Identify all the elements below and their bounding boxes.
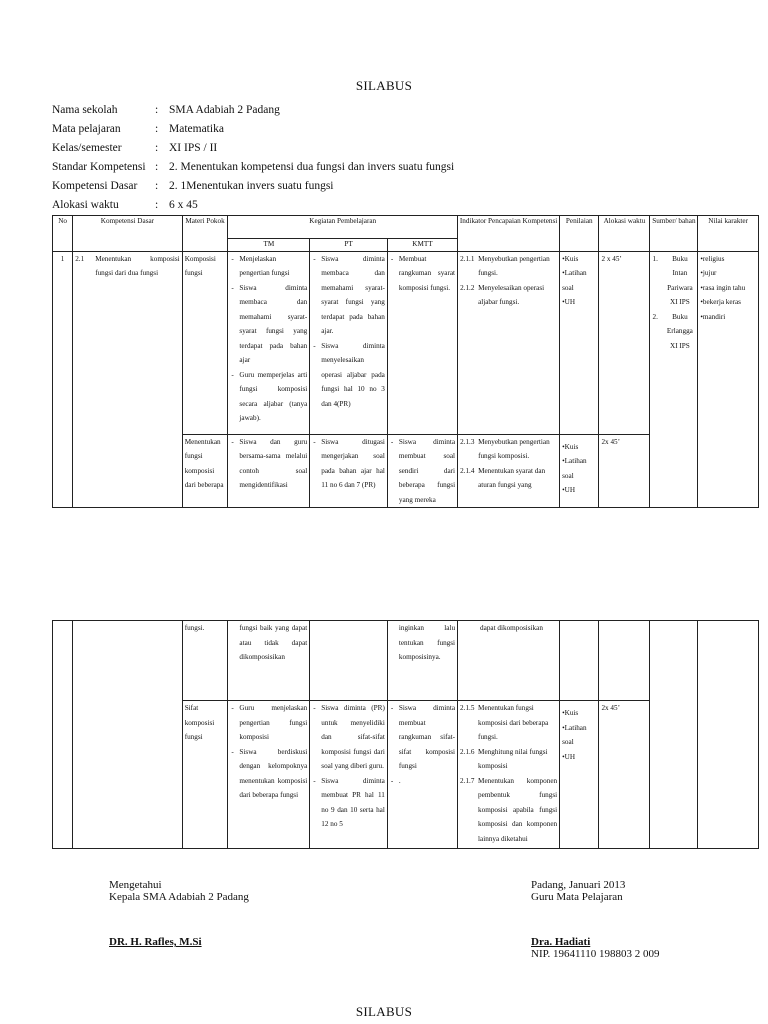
table-row — [53, 251, 759, 434]
info-colon: : — [155, 160, 159, 173]
kd-text: Menentukan komposisi fungsi dari dua fungsi — [95, 254, 180, 277]
indikator-text: Menentukan syarat dan aturan fungsi yang — [478, 466, 546, 489]
signature-right-name: Dra. Hadiati — [531, 936, 591, 948]
cell-alokasi — [599, 621, 650, 701]
info-colon: : — [155, 198, 159, 211]
info-colon: : — [155, 122, 159, 135]
cell-karakter — [698, 621, 759, 849]
syllabus-table-part1 — [52, 215, 759, 508]
indikator-text: Menentukan komponen pembentuk fungsi komposisi apabila fungsi komposisi dan komponen lainnya diketahui — [478, 776, 558, 843]
cell-indikator — [458, 251, 560, 434]
indikator-continuation: dapat dikomposisikan — [480, 624, 543, 632]
indikator-number: 2.1.4 — [460, 466, 475, 475]
indikator-number: 2.1.1 — [460, 254, 475, 263]
sumber-item — [652, 252, 695, 310]
info-value: Matematika — [169, 122, 224, 135]
indikator-number: 2.1.7 — [460, 776, 475, 785]
info-row-time — [52, 195, 752, 214]
list-item: • mandiri — [700, 310, 756, 325]
signature-right — [531, 879, 659, 960]
cell-pt — [310, 621, 388, 701]
cell-indikator — [458, 701, 560, 849]
cell-kmtt — [387, 434, 457, 508]
signature-left-line1: Mengetahui — [109, 879, 162, 891]
cell-tm — [228, 434, 310, 508]
info-label: Nama sekolah — [52, 103, 118, 116]
list-item: - Guru memperjelas arti fungsi komposisi secara aljabar (tanya jawab). — [230, 368, 307, 426]
list-item: • Kuis — [562, 440, 596, 455]
cell-materi: Komposisi fungsi — [182, 251, 228, 434]
list-item: • Latihan soal — [562, 454, 596, 483]
list-item: • UH — [562, 295, 596, 310]
indikator-number: 2.1.5 — [460, 704, 475, 712]
indikator-text: Menghitung nilai fungsi komposisi — [478, 747, 548, 770]
indikator-text: Menyebutkan pengertian fungsi. — [478, 254, 550, 277]
list-item: - . — [390, 774, 455, 789]
cell-pt — [310, 434, 388, 508]
tm-continuation: fungsi baik yang dapat atau tidak dapat dikomposisikan — [239, 624, 308, 661]
header-penilaian: Penilaian — [560, 216, 599, 252]
kd-item — [75, 252, 180, 281]
header-pt: PT — [310, 239, 388, 252]
cell-no — [53, 621, 73, 849]
header-sumber: Sumber/ bahan — [650, 216, 698, 252]
indikator-number: 2.1.6 — [460, 747, 475, 756]
list-item: • Latihan soal — [562, 721, 596, 750]
info-label: Standar Kompetensi — [52, 160, 146, 173]
info-label: Kelas/semester — [52, 141, 122, 154]
cell-penilaian — [560, 251, 599, 434]
sumber-text: Buku Intan Pariwara XI IPS — [667, 254, 693, 306]
cell-alokasi: 2x 45’ — [599, 701, 650, 849]
list-item: • Latihan soal — [562, 266, 596, 295]
cell-indikator — [458, 621, 560, 701]
cell-kd — [73, 621, 183, 849]
info-value: 6 x 45 — [169, 198, 198, 211]
indikator-item — [460, 701, 557, 745]
header-kmtt: KMTT — [387, 239, 457, 252]
list-item: • UH — [562, 750, 596, 765]
header-kegiatan: Kegiatan Pembelajaran — [228, 216, 458, 239]
list-item: - Menjelaskan pengertian fungsi — [230, 252, 307, 281]
list-item: - Siswa diminta membaca dan memahami syarat-syarat fungsi yang terdapat pada bahan ajar — [230, 281, 307, 368]
cell-no: 1 — [53, 251, 73, 508]
info-value: 2. Menentukan kompetensi dua fungsi dan invers suatu fungsi — [169, 160, 455, 173]
list-item: - Siswa diminta membuat PR hal 11 no 9 dan 10 serta hal 12 no 5 — [312, 774, 385, 832]
info-value: 2. 1Menentukan invers suatu fungsi — [169, 179, 334, 192]
list-item: • UH — [562, 483, 596, 498]
list-item: - Siswa dan guru bersama-sama melalui contoh soal mengidentifikasi — [230, 435, 307, 493]
info-label: Mata pelajaran — [52, 122, 121, 135]
sumber-item — [652, 310, 695, 354]
cell-penilaian — [560, 434, 599, 508]
cell-penilaian — [560, 621, 599, 701]
info-row-subject — [52, 119, 752, 138]
document-title: SILABUS — [355, 78, 413, 93]
header-indikator: Indikator Pencapaian Kompetensi — [458, 216, 560, 252]
info-row-standard — [52, 157, 752, 176]
sumber-text: Buku Erlangga XI IPS — [666, 312, 693, 350]
info-colon: : — [155, 103, 159, 116]
cell-pt — [310, 251, 388, 434]
indikator-text: Menyelesaikan operasi aljabar fungsi. — [478, 283, 545, 306]
indikator-text: Menentukan fungsi komposisi dari beberapa fungsi. — [478, 704, 549, 741]
indikator-item — [460, 281, 557, 310]
sumber-number: 1. — [652, 254, 658, 263]
list-item: • bekerja keras — [700, 295, 756, 310]
cell-kmtt — [387, 621, 457, 701]
cell-tm — [228, 251, 310, 434]
cell-tm — [228, 701, 310, 849]
list-item: - Siswa ditugasi mengerjakan soal pada bahan ajar hal 11 no 6 dan 7 (PR) — [312, 435, 385, 493]
header-materi: Materi Pokok — [182, 216, 228, 252]
info-label: Alokasi waktu — [52, 198, 119, 211]
cell-pt — [310, 701, 388, 849]
signature-left-name: DR. H. Rafles, M.Si — [109, 936, 202, 948]
signature-left — [109, 879, 249, 948]
cell-materi: Menentukan fungsi komposisi dari beberapa — [182, 434, 228, 508]
list-item: - Siswa berdiskusi dengan kelompoknya menentukan komposisi dari beberapa fungsi — [230, 745, 307, 803]
list-item: - Siswa diminta (PR) untuk menyelidiki dan sifat-sifat komposisi fungsi dari soal yang diberi guru. — [312, 701, 385, 774]
cell-sumber — [650, 621, 698, 849]
cell-sumber — [650, 251, 698, 508]
header-kd: Kompetensi Dasar — [73, 216, 183, 252]
signature-right-line2: Guru Mata Pelajaran — [531, 891, 623, 903]
info-row-class — [52, 138, 752, 157]
indikator-number: 2.1.3 — [460, 437, 475, 446]
list-item: - Siswa diminta menyelesaikan operasi aljabar pada fungsi hal 10 no 3 dan 4(PR) — [312, 339, 385, 412]
header-info — [52, 100, 752, 214]
info-row-school — [52, 100, 752, 119]
list-item: • religius — [700, 252, 756, 267]
kd-number: 2.1 — [75, 254, 85, 263]
info-row-basic-competence — [52, 176, 752, 195]
indikator-text: Menyebutkan pengertian fungsi komposisi. — [478, 437, 550, 460]
cell-alokasi: 2 x 45’ — [599, 251, 650, 434]
indikator-number: 2.1.2 — [460, 283, 475, 292]
kmtt-continuation: inginkan lalu tentukan fungsi komposisinya. — [398, 624, 456, 661]
cell-materi: fungsi. — [182, 621, 228, 701]
indikator-item — [460, 774, 557, 847]
cell-indikator — [458, 434, 560, 508]
cell-tm — [228, 621, 310, 701]
indikator-item — [460, 252, 557, 281]
list-item: • Kuis — [562, 706, 596, 721]
indikator-item — [460, 435, 557, 464]
info-colon: : — [155, 141, 159, 154]
header-tm: TM — [228, 239, 310, 252]
header-alokasi: Alokasi waktu — [599, 216, 650, 252]
cell-kd — [73, 251, 183, 508]
cell-penilaian — [560, 701, 599, 849]
info-colon: : — [155, 179, 159, 192]
list-item: • rasa ingin tahu — [700, 281, 756, 296]
next-page-title: SILABUS — [355, 1004, 413, 1019]
table-row — [53, 621, 759, 701]
header-karakter: Nilai karakter — [698, 216, 759, 252]
list-item: - Siswa diminta membuat rangkuman sifat-sifat komposisi fungsi — [390, 701, 455, 774]
info-label: Kompetensi Dasar — [52, 179, 138, 192]
indikator-item — [460, 464, 557, 493]
signature-right-line1: Padang, Januari 2013 — [531, 879, 626, 891]
cell-alokasi: 2x 45’ — [599, 434, 650, 508]
cell-karakter — [698, 251, 759, 508]
info-value: XI IPS / II — [169, 141, 218, 154]
list-item: • Kuis — [562, 252, 596, 267]
list-item: - Guru menjelaskan pengertian fungsi komposisi — [230, 701, 307, 745]
signature-left-line2: Kepala SMA Adabiah 2 Padang — [109, 891, 249, 903]
cell-kmtt — [387, 701, 457, 849]
info-value: SMA Adabiah 2 Padang — [169, 103, 280, 116]
sumber-number: 2. — [652, 312, 658, 321]
header-no: No — [53, 216, 73, 252]
indikator-item — [460, 745, 557, 774]
list-item: - Siswa diminta membaca dan memahami syarat-syarat fungsi yang terdapat pada bahan ajar. — [312, 252, 385, 339]
syllabus-table-part2 — [52, 620, 759, 849]
cell-kmtt — [387, 251, 457, 434]
list-item: - Membuat rangkuman syarat komposisi fungsi. — [390, 252, 455, 296]
list-item: • jujur — [700, 266, 756, 281]
cell-materi: Sifat komposisi fungsi — [182, 701, 228, 849]
list-item: - Siswa diminta membuat soal sendiri dari beberapa fungsi yang mereka — [390, 435, 455, 508]
signature-right-nip: NIP. 19641110 198803 2 009 — [531, 948, 660, 960]
